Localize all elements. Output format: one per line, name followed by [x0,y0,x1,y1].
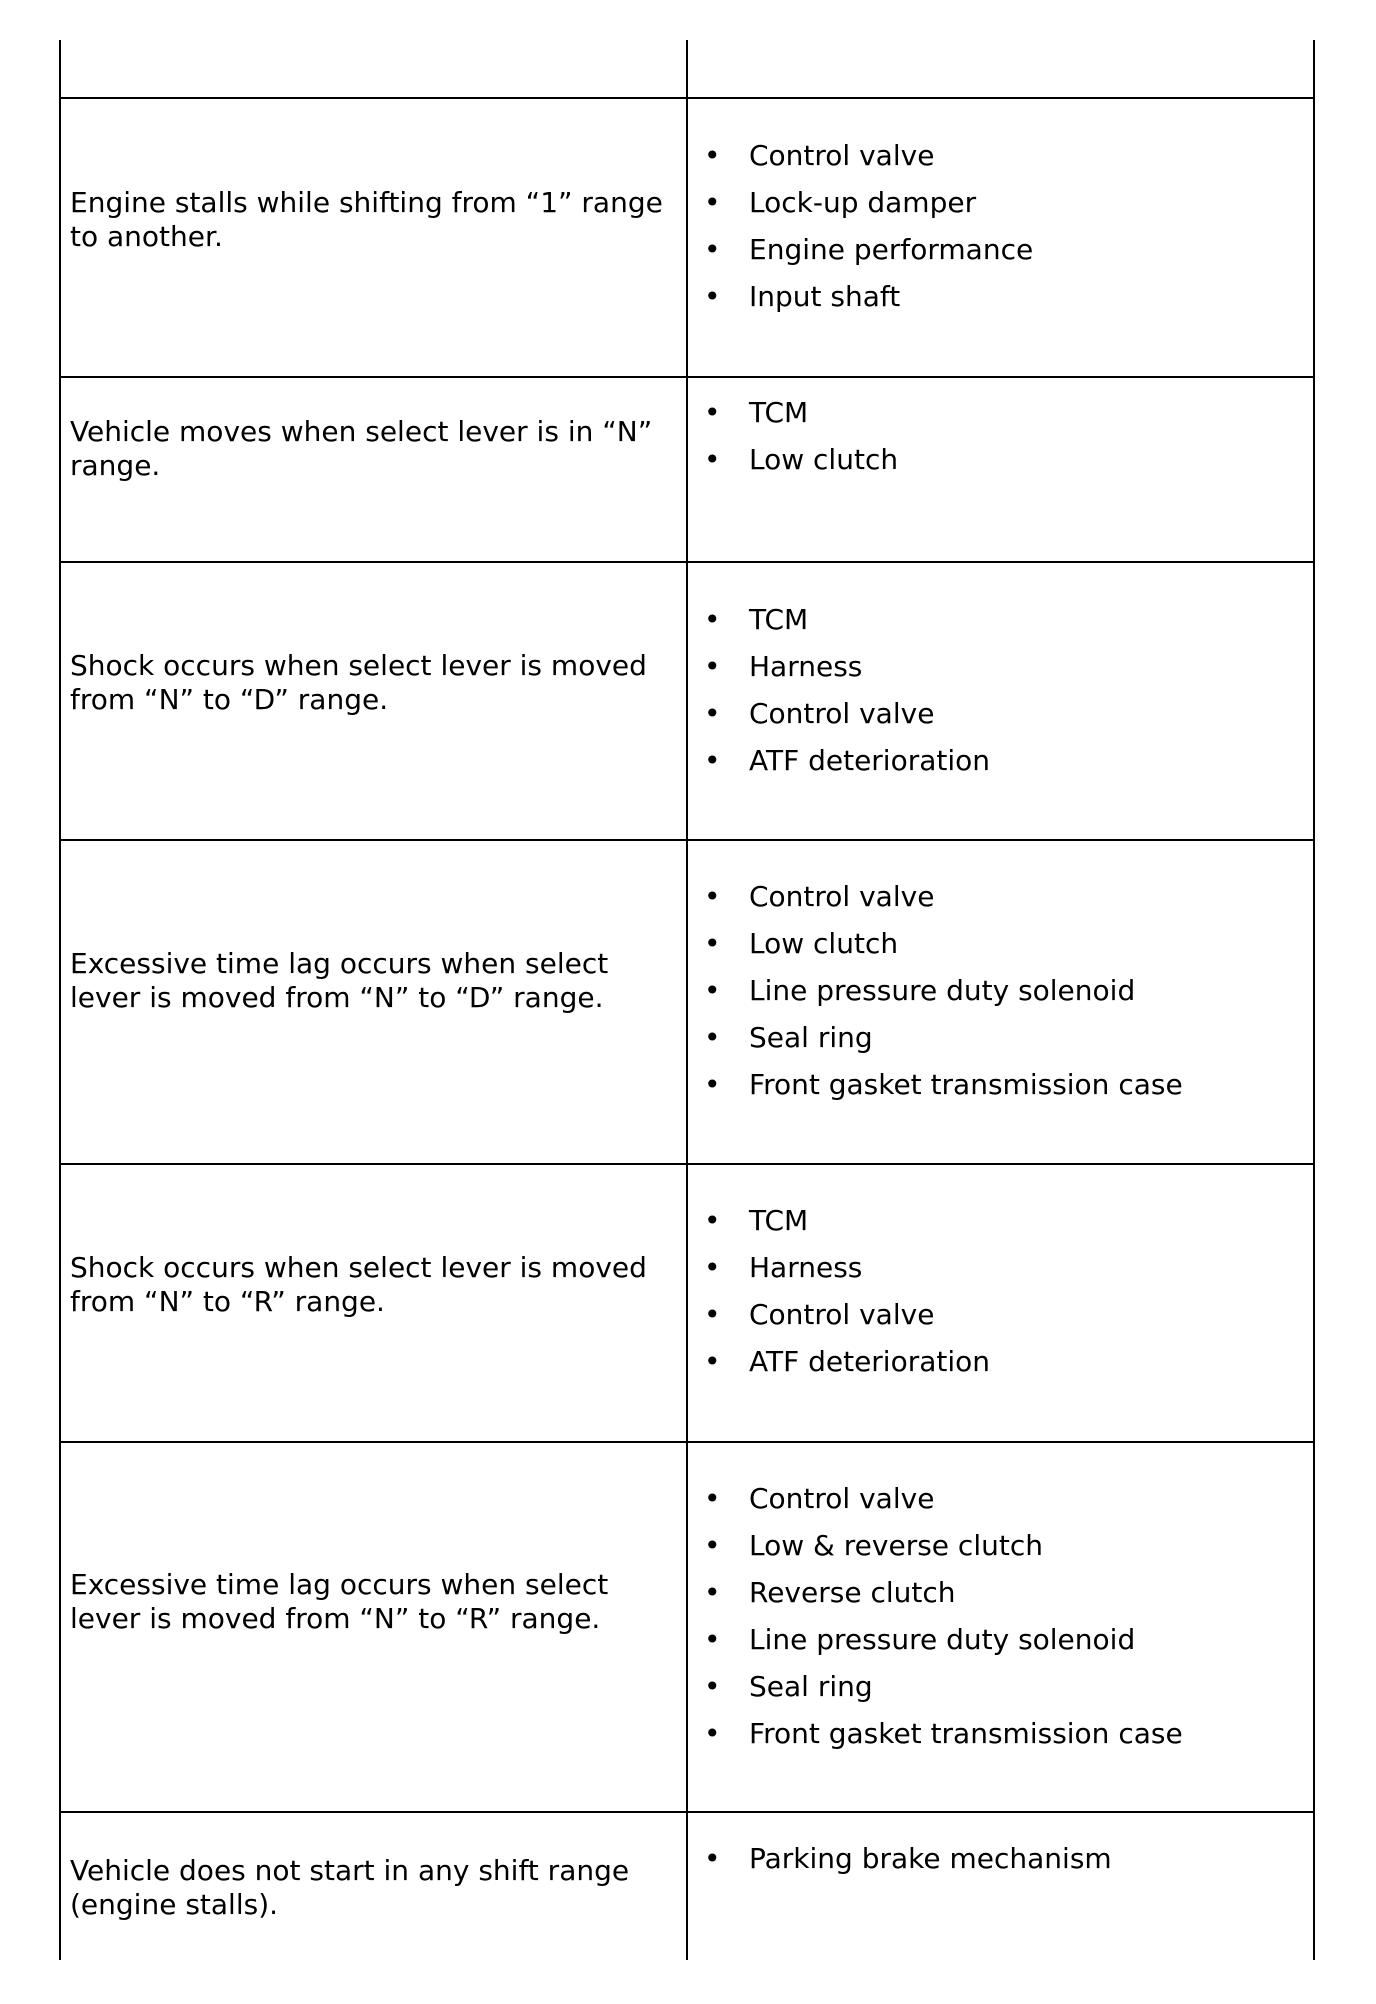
row-divider [59,376,1315,378]
cause-list [704,1197,991,1385]
cause-text: TCM [749,396,809,429]
table-column-divider [686,40,688,1960]
cause-text: Reverse clutch [749,1576,956,1609]
bullet-icon: • [704,233,721,266]
cause-item [704,436,899,483]
cause-item [704,1835,1112,1882]
table-border-left [59,40,61,1960]
cause-text: Control valve [749,697,935,730]
cause-item [704,1338,991,1385]
bullet-icon: • [704,443,721,476]
row-divider [59,1163,1315,1165]
symptom-cell: Shock occurs when select lever is moved from “N” to “D” range. [70,649,647,716]
cause-text: ATF deterioration [749,1345,991,1378]
cause-text: Engine performance [749,233,1034,266]
bullet-icon: • [704,186,721,219]
cause-item [704,690,990,737]
cause-text: Control valve [749,1482,935,1515]
cause-text: Front gasket transmission case [749,1717,1183,1750]
cause-text: Control valve [749,880,935,913]
bullet-icon: • [704,139,721,172]
bullet-icon: • [704,1204,721,1237]
cause-item [704,643,990,690]
cause-list [704,1475,1183,1757]
cause-item [704,873,1183,920]
bullet-icon: • [704,697,721,730]
row-divider [59,839,1315,841]
cause-text: Low clutch [749,443,899,476]
cause-item [704,967,1183,1014]
bullet-icon: • [704,603,721,636]
bullet-icon: • [704,880,721,913]
cause-list [704,132,1034,320]
bullet-icon: • [704,1717,721,1750]
table-border-right [1313,40,1315,1960]
bullet-icon: • [704,744,721,777]
cause-item [704,1522,1183,1569]
symptom-cell: Vehicle moves when select lever is in “N” range. [70,415,653,482]
cause-list [704,596,991,784]
cause-item [704,1663,1183,1710]
bullet-icon: • [704,280,721,313]
row-divider [59,1441,1315,1443]
row-divider [59,561,1315,563]
bullet-icon: • [704,1482,721,1515]
cause-text: Seal ring [749,1021,873,1054]
cause-item [704,920,1183,967]
bullet-icon: • [704,927,721,960]
cause-item [704,179,1033,226]
cause-text: Lock-up damper [749,186,977,219]
cause-item [704,1014,1183,1061]
bullet-icon: • [704,650,721,683]
row-divider [59,1811,1315,1813]
symptom-cell: Shock occurs when select lever is moved from “N” to “R” range. [70,1251,647,1318]
cause-item [704,1475,1183,1522]
cause-item [704,1710,1183,1757]
bullet-icon: • [704,1068,721,1101]
cause-text: TCM [749,1204,809,1237]
bullet-icon: • [704,974,721,1007]
cause-item [704,1616,1183,1663]
cause-text: Front gasket transmission case [749,1068,1183,1101]
cause-list [704,1835,1112,1882]
cause-text: Control valve [749,139,935,172]
cause-list [704,873,1183,1108]
cause-text: Input shaft [749,280,901,313]
bullet-icon: • [704,1623,721,1656]
cause-text: Low & reverse clutch [749,1529,1043,1562]
cause-text: TCM [749,603,809,636]
cause-text: Low clutch [749,927,899,960]
cause-text: Parking brake mechanism [749,1842,1112,1875]
symptom-cell: Engine stalls while shifting from “1” range to another. [70,186,663,253]
symptom-cell: Excessive time lag occurs when select lever is moved from “N” to “D” range. [70,947,609,1014]
bullet-icon: • [704,1842,721,1875]
symptom-cell: Vehicle does not start in any shift range (engine stalls). [70,1854,630,1921]
cause-item [704,1197,990,1244]
cause-item [704,1244,990,1291]
cause-text: Control valve [749,1298,935,1331]
bullet-icon: • [704,396,721,429]
bullet-icon: • [704,1576,721,1609]
bullet-icon: • [704,1345,721,1378]
cause-item [704,1291,990,1338]
cause-item [704,132,1033,179]
cause-text: Line pressure duty solenoid [749,1623,1136,1656]
bullet-icon: • [704,1529,721,1562]
cause-item [704,1569,1183,1616]
row-divider [59,97,1315,99]
symptom-cell: Excessive time lag occurs when select lever is moved from “N” to “R” range. [70,1568,609,1635]
cause-item [704,596,990,643]
cause-text: Seal ring [749,1670,873,1703]
cause-text: Harness [749,1251,863,1284]
bullet-icon: • [704,1021,721,1054]
cause-text: ATF deterioration [749,744,991,777]
cause-list [704,389,899,483]
bullet-icon: • [704,1298,721,1331]
cause-text: Line pressure duty solenoid [749,974,1136,1007]
cause-item [704,389,898,436]
cause-text: Harness [749,650,863,683]
cause-item [704,273,1033,320]
bullet-icon: • [704,1670,721,1703]
cause-item [704,737,991,784]
cause-item [704,226,1034,273]
cause-item [704,1061,1183,1108]
bullet-icon: • [704,1251,721,1284]
